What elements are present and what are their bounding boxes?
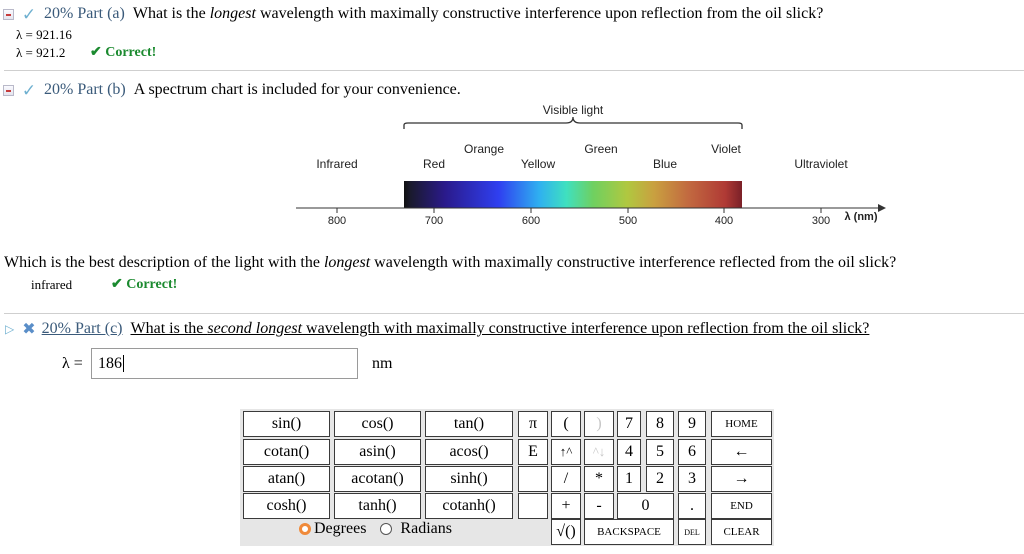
- tick-700: 700: [424, 215, 444, 227]
- infrared-label: Infrared: [316, 157, 358, 171]
- degrees-label: Degrees: [314, 520, 367, 537]
- cosh-button[interactable]: cosh(): [243, 493, 330, 519]
- part-a-answer-1: λ = 921.16: [16, 27, 72, 42]
- tick-800: 800: [327, 215, 347, 227]
- pi-button[interactable]: π: [518, 411, 548, 437]
- tick-500: 500: [618, 215, 638, 227]
- ultraviolet-label: Ultraviolet: [794, 157, 848, 171]
- multiply-button[interactable]: *: [584, 466, 614, 492]
- dot-button[interactable]: .: [678, 493, 706, 519]
- cotanh-button[interactable]: cotanh(): [425, 493, 513, 519]
- lambda-label: λ =: [62, 355, 83, 372]
- part-c-header: [5, 319, 869, 339]
- asin-button[interactable]: asin(): [334, 439, 421, 465]
- digit-9-button[interactable]: 9: [678, 411, 706, 437]
- violet-label: Violet: [711, 142, 741, 156]
- down-caret-button[interactable]: ^↓: [584, 439, 614, 465]
- digit-2-button[interactable]: 2: [646, 466, 674, 492]
- part-c-question: What is the second longest wavelength with maximally constructive interference upon reflection from the oil slick?: [130, 320, 870, 337]
- part-b-label[interactable]: 20% Part (b): [44, 81, 126, 98]
- digit-3-button[interactable]: 3: [678, 466, 706, 492]
- answer-input[interactable]: 186: [91, 348, 358, 379]
- sin-button[interactable]: sin(): [243, 411, 330, 437]
- orange-label: Orange: [463, 142, 505, 156]
- part-a-label[interactable]: 20% Part (a): [44, 5, 125, 22]
- angle-mode: [299, 520, 452, 538]
- part-a-answer-2: λ = 921.2: [16, 44, 66, 60]
- yellow-label: Yellow: [520, 157, 556, 171]
- del-button[interactable]: DEL: [678, 519, 706, 545]
- up-caret-button[interactable]: ↑^: [551, 439, 581, 465]
- close-paren-button[interactable]: ): [584, 411, 614, 437]
- acos-button[interactable]: acos(): [425, 439, 513, 465]
- checkmark-icon: ✓: [21, 4, 37, 24]
- part-b-correct: ✔ Correct!: [111, 277, 178, 292]
- tanh-button[interactable]: tanh(): [334, 493, 421, 519]
- cotan-button[interactable]: cotan(): [243, 439, 330, 465]
- digit-5-button[interactable]: 5: [646, 439, 674, 465]
- spectrum-chart: [0, 0, 1024, 240]
- wavelength-axis: [296, 203, 888, 217]
- visible-light-brace: [398, 115, 748, 135]
- end-button[interactable]: END: [711, 493, 772, 519]
- checkmark-icon: ✓: [21, 80, 37, 100]
- digit-8-button[interactable]: 8: [646, 411, 674, 437]
- divide-button[interactable]: /: [551, 466, 581, 492]
- digit-6-button[interactable]: 6: [678, 439, 706, 465]
- radians-radio[interactable]: [380, 523, 392, 535]
- part-b-answer: infrared: [31, 276, 73, 292]
- triangle-right-icon[interactable]: ▷: [5, 321, 15, 336]
- part-c-label[interactable]: 20% Part (c): [41, 320, 123, 337]
- part-b-answer-row: [31, 276, 177, 293]
- tick-300: 300: [811, 215, 831, 227]
- e-button[interactable]: E: [518, 439, 548, 465]
- right-arrow-button[interactable]: →: [711, 466, 772, 492]
- open-paren-button[interactable]: (: [551, 411, 581, 437]
- digit-0-button[interactable]: 0: [617, 493, 674, 519]
- cos-button[interactable]: cos(): [334, 411, 421, 437]
- unit-label: nm: [372, 355, 393, 372]
- backspace-button[interactable]: BACKSPACE: [584, 519, 674, 545]
- part-b-intro: A spectrum chart is included for your convenience.: [133, 81, 461, 98]
- plus-button[interactable]: +: [551, 493, 581, 519]
- cross-icon: ✖: [22, 321, 36, 338]
- red-label: Red: [422, 157, 446, 171]
- home-button[interactable]: HOME: [711, 411, 772, 437]
- tick-600: 600: [521, 215, 541, 227]
- atan-button[interactable]: atan(): [243, 466, 330, 492]
- clear-button[interactable]: CLEAR: [711, 519, 772, 545]
- blank-button[interactable]: [518, 493, 548, 519]
- digit-4-button[interactable]: 4: [617, 439, 641, 465]
- tan-button[interactable]: tan(): [425, 411, 513, 437]
- degrees-radio[interactable]: [299, 523, 311, 535]
- digit-7-button[interactable]: 7: [617, 411, 641, 437]
- visible-light-title: Visible light: [542, 103, 604, 117]
- separator: [4, 313, 1024, 314]
- digit-1-button[interactable]: 1: [617, 466, 641, 492]
- acotan-button[interactable]: acotan(): [334, 466, 421, 492]
- left-arrow-button[interactable]: ←: [711, 439, 772, 465]
- blue-label: Blue: [652, 157, 678, 171]
- part-b-question: Which is the best description of the light with the longest wavelength with maximally constructive interference reflected from the oil slick?: [4, 254, 897, 271]
- radians-label: Radians: [400, 520, 452, 537]
- blank-button[interactable]: [518, 466, 548, 492]
- sinh-button[interactable]: sinh(): [425, 466, 513, 492]
- tick-400: 400: [714, 215, 734, 227]
- sqrt-button[interactable]: √(): [551, 519, 581, 545]
- green-label: Green: [584, 142, 618, 156]
- minus-button[interactable]: -: [584, 493, 614, 519]
- axis-label: λ (nm): [844, 211, 878, 223]
- part-a-correct: ✔ Correct!: [90, 45, 157, 60]
- part-a-question: What is the longest wavelength with maximally constructive interference upon reflection from the oil slick?: [132, 5, 824, 22]
